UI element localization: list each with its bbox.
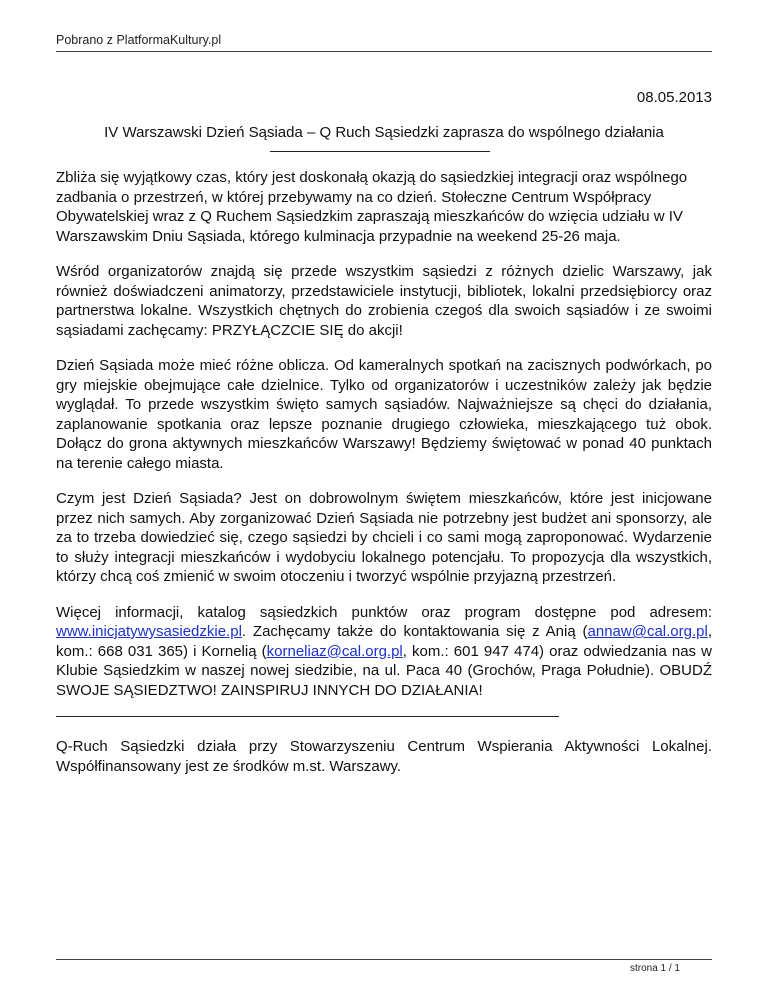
title-divider <box>270 151 490 152</box>
info-text-1: Więcej informacji, katalog sąsiedzkich punktów oraz program dostępne pod adresem: <box>56 603 712 621</box>
page-number: strona 1 / 1 <box>629 963 680 974</box>
header-divider <box>56 51 712 52</box>
footer-note: Q-Ruch Sąsiedzki działa przy Stowarzyszeniu Centrum Wspierania Aktywności Lokalnej. Współfinansowany jest ze środków m.st. Warszawy. <box>56 738 712 775</box>
link-website[interactable]: www.inicjatywysasiedzkie.pl <box>56 623 242 640</box>
paragraph-intro: Zbliża się wyjątkowy czas, który jest doskonałą okazją do sąsiedzkiej integracji oraz wspólnego zadbania o przestrzeń, w której przebywamy na co dzień. Stołeczne Centrum Współpracy Obywatelskiej wraz z Q Ruchem Sąsiedzkim zapraszają mieszkańców do wzięcia udziału w IV Warszawskim Dniu Sąsiada, którego kulminacja przypadnie na weekend 25-26 maja. <box>56 169 688 245</box>
footer-divider <box>56 959 712 960</box>
paragraph-what-is: Czym jest Dzień Sąsiada? Jest on dobrowolnym świętem mieszkańców, które jest inicjowane przez nich samych. Aby zorganizować Dzień Sąsiada nie potrzebny jest budżet ani sponsorzy, ale za to trzeba dowiedzieć się, czego sąsiedzi by chcieli i co sami mogą zaproponować. Wydarzenie to służy integracji mieszkańców i wydobyciu lokalnego potencjału. To propozycja dla wszystkich, którzy chcą coś zmienić w swoim otoczeniu i tworzyć wspólnie przyjazną przestrzeń. <box>56 490 712 585</box>
info-text-2: . Zachęcamy także do kontaktowania się z Anią ( <box>241 623 588 640</box>
link-email-kornelia[interactable]: korneliaz@cal.org.pl <box>266 642 403 660</box>
paragraph-organizers: Wśród organizatorów znajdą się przede wszystkim sąsiedzi z różnych dzielic Warszawy, jak również doświadczeni animatorzy, przedstawiciele instytucji, bibliotek, lokalni przedsiębiorcy oraz partnerstwa lokalne. Wszystkich chętnych do zrobienia czegoś dla swoich sąsiadów i ze swoimi sąsiadami zachęcamy: PRZYŁĄCZCIE SIĘ do akcji! <box>56 263 712 339</box>
info-text-4: , kom.: 601 947 474) oraz odwiedzania nas w Klubie Sąsiedzkim w naszej nowej siedzibie, na ul. Paca 40 (Grochów, Praga Południe). <box>56 642 712 679</box>
document-title: IV Warszawski Dzień Sąsiada – Q Ruch Sąsiedzki zaprasza do wspólnego działania <box>104 124 664 141</box>
link-email-ania[interactable]: annaw@cal.org.pl <box>587 623 708 640</box>
section-divider <box>56 716 559 717</box>
paragraph-info <box>56 603 712 701</box>
paragraph-faces: Dzień Sąsiada może mieć różne oblicza. Od kameralnych spotkań na zacisznych podwórkach, po gry miejskie obejmujące całe dzielnice. Tylko od organizatorów i uczestników zależy jak będzie wyglądał. To przede wszystkim święto samych sąsiadów. Najważniejsze są chęci do działania, zaplanowanie spotkania oraz lepsze poznanie drugiego człowieka, mieszkającego tuż obok. Dołącz do grona aktywnych mieszkańców Warszawy! Będziemy świętować w ponad 40 punktach na terenie całego miasta. <box>56 357 712 472</box>
document-date: 08.05.2013 <box>636 89 712 106</box>
article-body <box>56 168 712 792</box>
info-text-3: , kom.: 668 031 365) i Kornelią ( <box>56 623 712 660</box>
call-to-action: OBUDŹ SWOJE SĄSIEDZTWO! ZAINSPIRUJ INNYCH DO DZIAŁANIA! <box>56 662 712 699</box>
header-source: Pobrano z PlatformaKultury.pl <box>56 33 222 47</box>
